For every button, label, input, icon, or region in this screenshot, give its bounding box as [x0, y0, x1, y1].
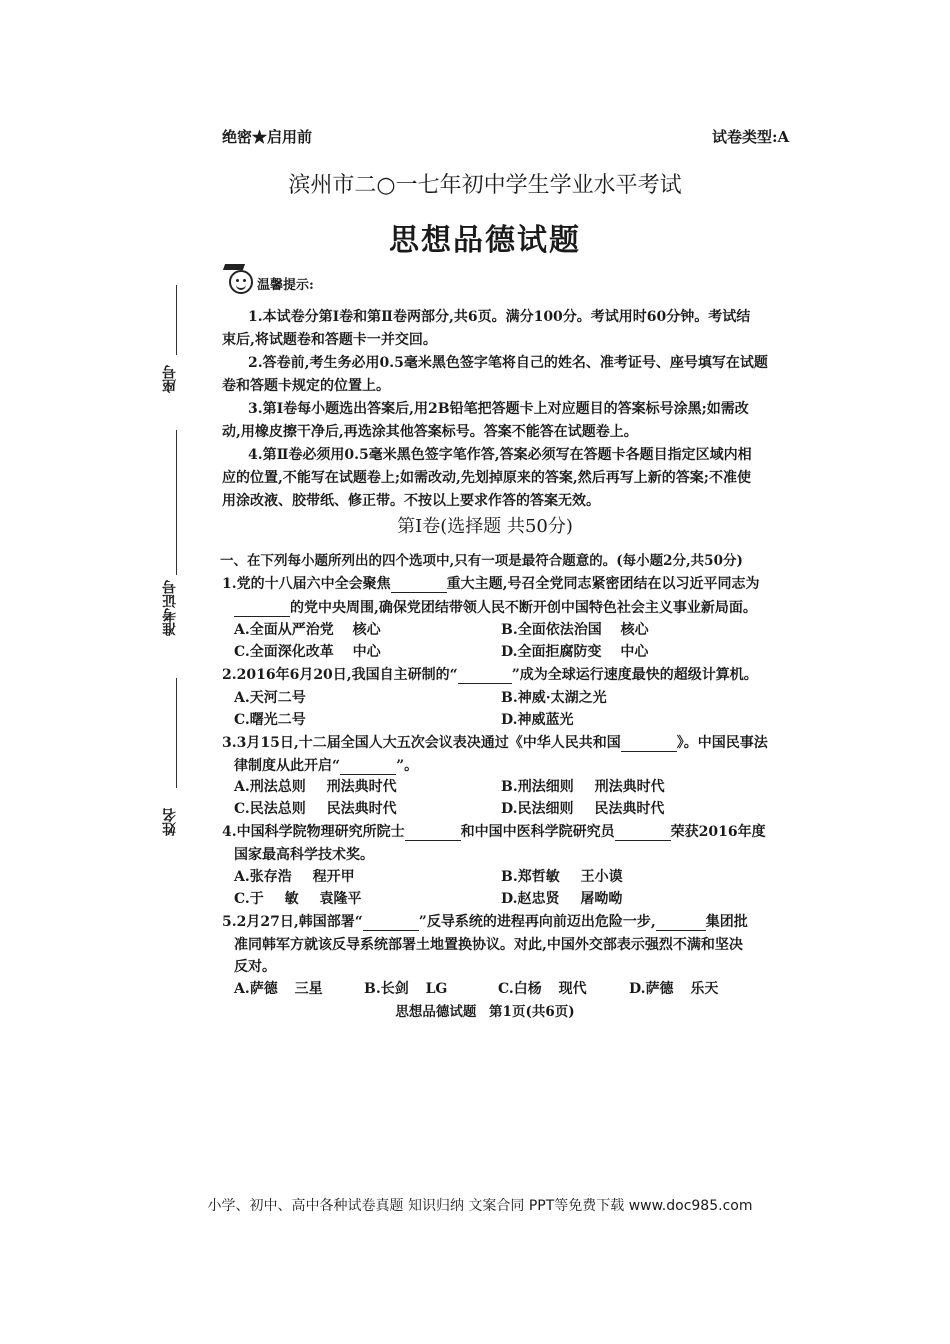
question-text: 》。中国民事法: [676, 735, 768, 751]
tip-line: 卷和答题卡规定的位置上。: [222, 378, 390, 394]
name-write-line[interactable]: [176, 678, 177, 788]
tip-line: 3.第Ⅰ卷每小题选出答案后,用2B铅笔把答题卡上对应题目的答案标号涂黑;如需改: [248, 401, 749, 417]
answer-blank: [621, 735, 677, 752]
answer-blank: [340, 758, 396, 775]
question-text: 2.2016年6月20日,我国自主研制的“: [222, 667, 458, 683]
section-title: 第Ⅰ卷(选择题 共50分): [397, 516, 573, 537]
section-instruction: 一、在下列每小题所列出的四个选项中,只有一项是最符合题意的。(每小题2分,共50分): [220, 553, 743, 569]
question-3: [222, 732, 768, 752]
exam-number-label: 准考证号: [162, 580, 178, 636]
question-text: 律制度从此开启“: [234, 758, 341, 774]
page-number: 思想品德试题 第1页(共6页): [395, 1004, 575, 1020]
tip-line: 4.第Ⅱ卷必须用0.5毫米黑色签字笔作答,答案必须写在答题卡各题目指定区域内相: [248, 447, 752, 463]
question-text: 5.2月27日,韩国部署“: [222, 914, 363, 930]
question-text: 1.党的十八届六中全会聚焦: [222, 576, 391, 592]
option-b[interactable]: B.郑哲敏 王小谟: [501, 869, 623, 885]
download-link-footer[interactable]: 小学、初中、高中各种试卷真题 知识归纳 文案合同 PPT等免费下载 www.doc985.com: [207, 1198, 753, 1214]
question-text: 集团批: [705, 914, 748, 930]
option-b[interactable]: B.刑法细则 刑法典时代: [501, 779, 665, 795]
tip-line: 束后,将试题卷和答题卡一并交回。: [222, 332, 437, 348]
tip-line: 用涂改液、胶带纸、修正带。不按以上要求作答的答案无效。: [222, 493, 600, 509]
question-text: 重大主题,号召全党同志紧密团结在以习近平同志为: [446, 576, 760, 592]
option-c[interactable]: C.于 敏 袁隆平: [234, 891, 362, 907]
option-b[interactable]: B.长剑 LG: [364, 981, 448, 997]
question-text: 的党中央周围,确保党团结带领人民不断开创中国特色社会主义事业新局面。: [290, 600, 757, 616]
tips-heading: 温馨提示:: [257, 278, 314, 293]
question-4: [222, 821, 766, 841]
confidential-mark: 绝密★启用前: [222, 128, 313, 146]
question-5: [222, 911, 748, 931]
question-text: 4.中国科学院物理研究所院士: [222, 824, 405, 840]
option-a[interactable]: A.天河二号: [234, 690, 306, 706]
tip-line: 1.本试卷分第Ⅰ卷和第Ⅱ卷两部分,共6页。满分100分。考试用时60分钟。考试结: [248, 309, 751, 325]
question-text: ”成为全球运行速度最快的超级计算机。: [511, 667, 758, 683]
question-text: 3.3月15日,十二届全国人大五次会议表决通过《中华人民共和国: [222, 735, 621, 751]
option-a[interactable]: A.萨德 三星: [234, 981, 323, 997]
question-text: 国家最高科学技术奖。: [234, 847, 374, 863]
answer-blank: [615, 824, 671, 841]
tip-line: 动,用橡皮擦干净后,再选涂其他答案标号。答案不能答在试题卷上。: [222, 424, 638, 440]
question-2: [222, 664, 758, 684]
answer-blank: [363, 914, 419, 931]
option-a[interactable]: A.张存浩 程开甲: [234, 869, 355, 885]
seat-label: 座号: [162, 365, 178, 393]
paper-subject-title: 思想品德试题: [389, 223, 581, 258]
answer-blank: [405, 824, 461, 841]
question-text: 和中国中医科学院研究员: [460, 824, 615, 840]
option-c[interactable]: C.全面深化改革 中心: [234, 644, 381, 660]
option-d[interactable]: D.全面拒腐防变 中心: [501, 644, 649, 660]
tip-line: 2.答卷前,考生务必用0.5毫米黑色签字笔将自己的姓名、准考证号、座号填写在试题: [248, 355, 768, 371]
question-text: 准同韩军方就该反导系统部署土地置换协议。对此,中国外交部表示强烈不满和坚决: [234, 937, 743, 953]
question-text: ”。: [396, 758, 419, 774]
question-text: 反对。: [234, 959, 276, 975]
answer-blank: [458, 667, 512, 684]
smiley-icon: [229, 270, 253, 294]
answer-blank: [234, 600, 290, 617]
option-b[interactable]: B.神威·太湖之光: [501, 690, 607, 706]
answer-blank: [391, 576, 447, 593]
seat-write-line[interactable]: [176, 285, 177, 355]
exam-number-write-line[interactable]: [176, 430, 177, 575]
option-c[interactable]: C.民法总则 民法典时代: [234, 801, 397, 817]
option-d[interactable]: D.萨德 乐天: [629, 981, 719, 997]
answer-blank: [656, 914, 706, 931]
exam-title: 滨州市二○一七年初中学生学业水平考试: [288, 173, 682, 198]
question-text: ”反导系统的进程再向前迈出危险一步,: [418, 914, 656, 930]
option-d[interactable]: D.神威蓝光: [501, 712, 574, 728]
tip-line: 应的位置,不能写在试题卷上;如需改动,先划掉原来的答案,然后再写上新的答案;不准使: [222, 470, 751, 486]
option-b[interactable]: B.全面依法治国 核心: [501, 622, 649, 638]
paper-type: 试卷类型:A: [712, 128, 790, 146]
option-a[interactable]: A.刑法总则 刑法典时代: [234, 779, 397, 795]
name-label: 姓名: [162, 808, 178, 836]
question-1: [222, 573, 760, 593]
option-d[interactable]: D.赵忠贤 屠呦呦: [501, 891, 623, 907]
question-text: 荣获2016年度: [670, 824, 766, 840]
option-d[interactable]: D.民法细则 民法典时代: [501, 801, 665, 817]
option-c[interactable]: C.白杨 现代: [498, 981, 587, 997]
option-a[interactable]: A.全面从严治党 核心: [234, 622, 381, 638]
option-c[interactable]: C.曙光二号: [234, 712, 306, 728]
